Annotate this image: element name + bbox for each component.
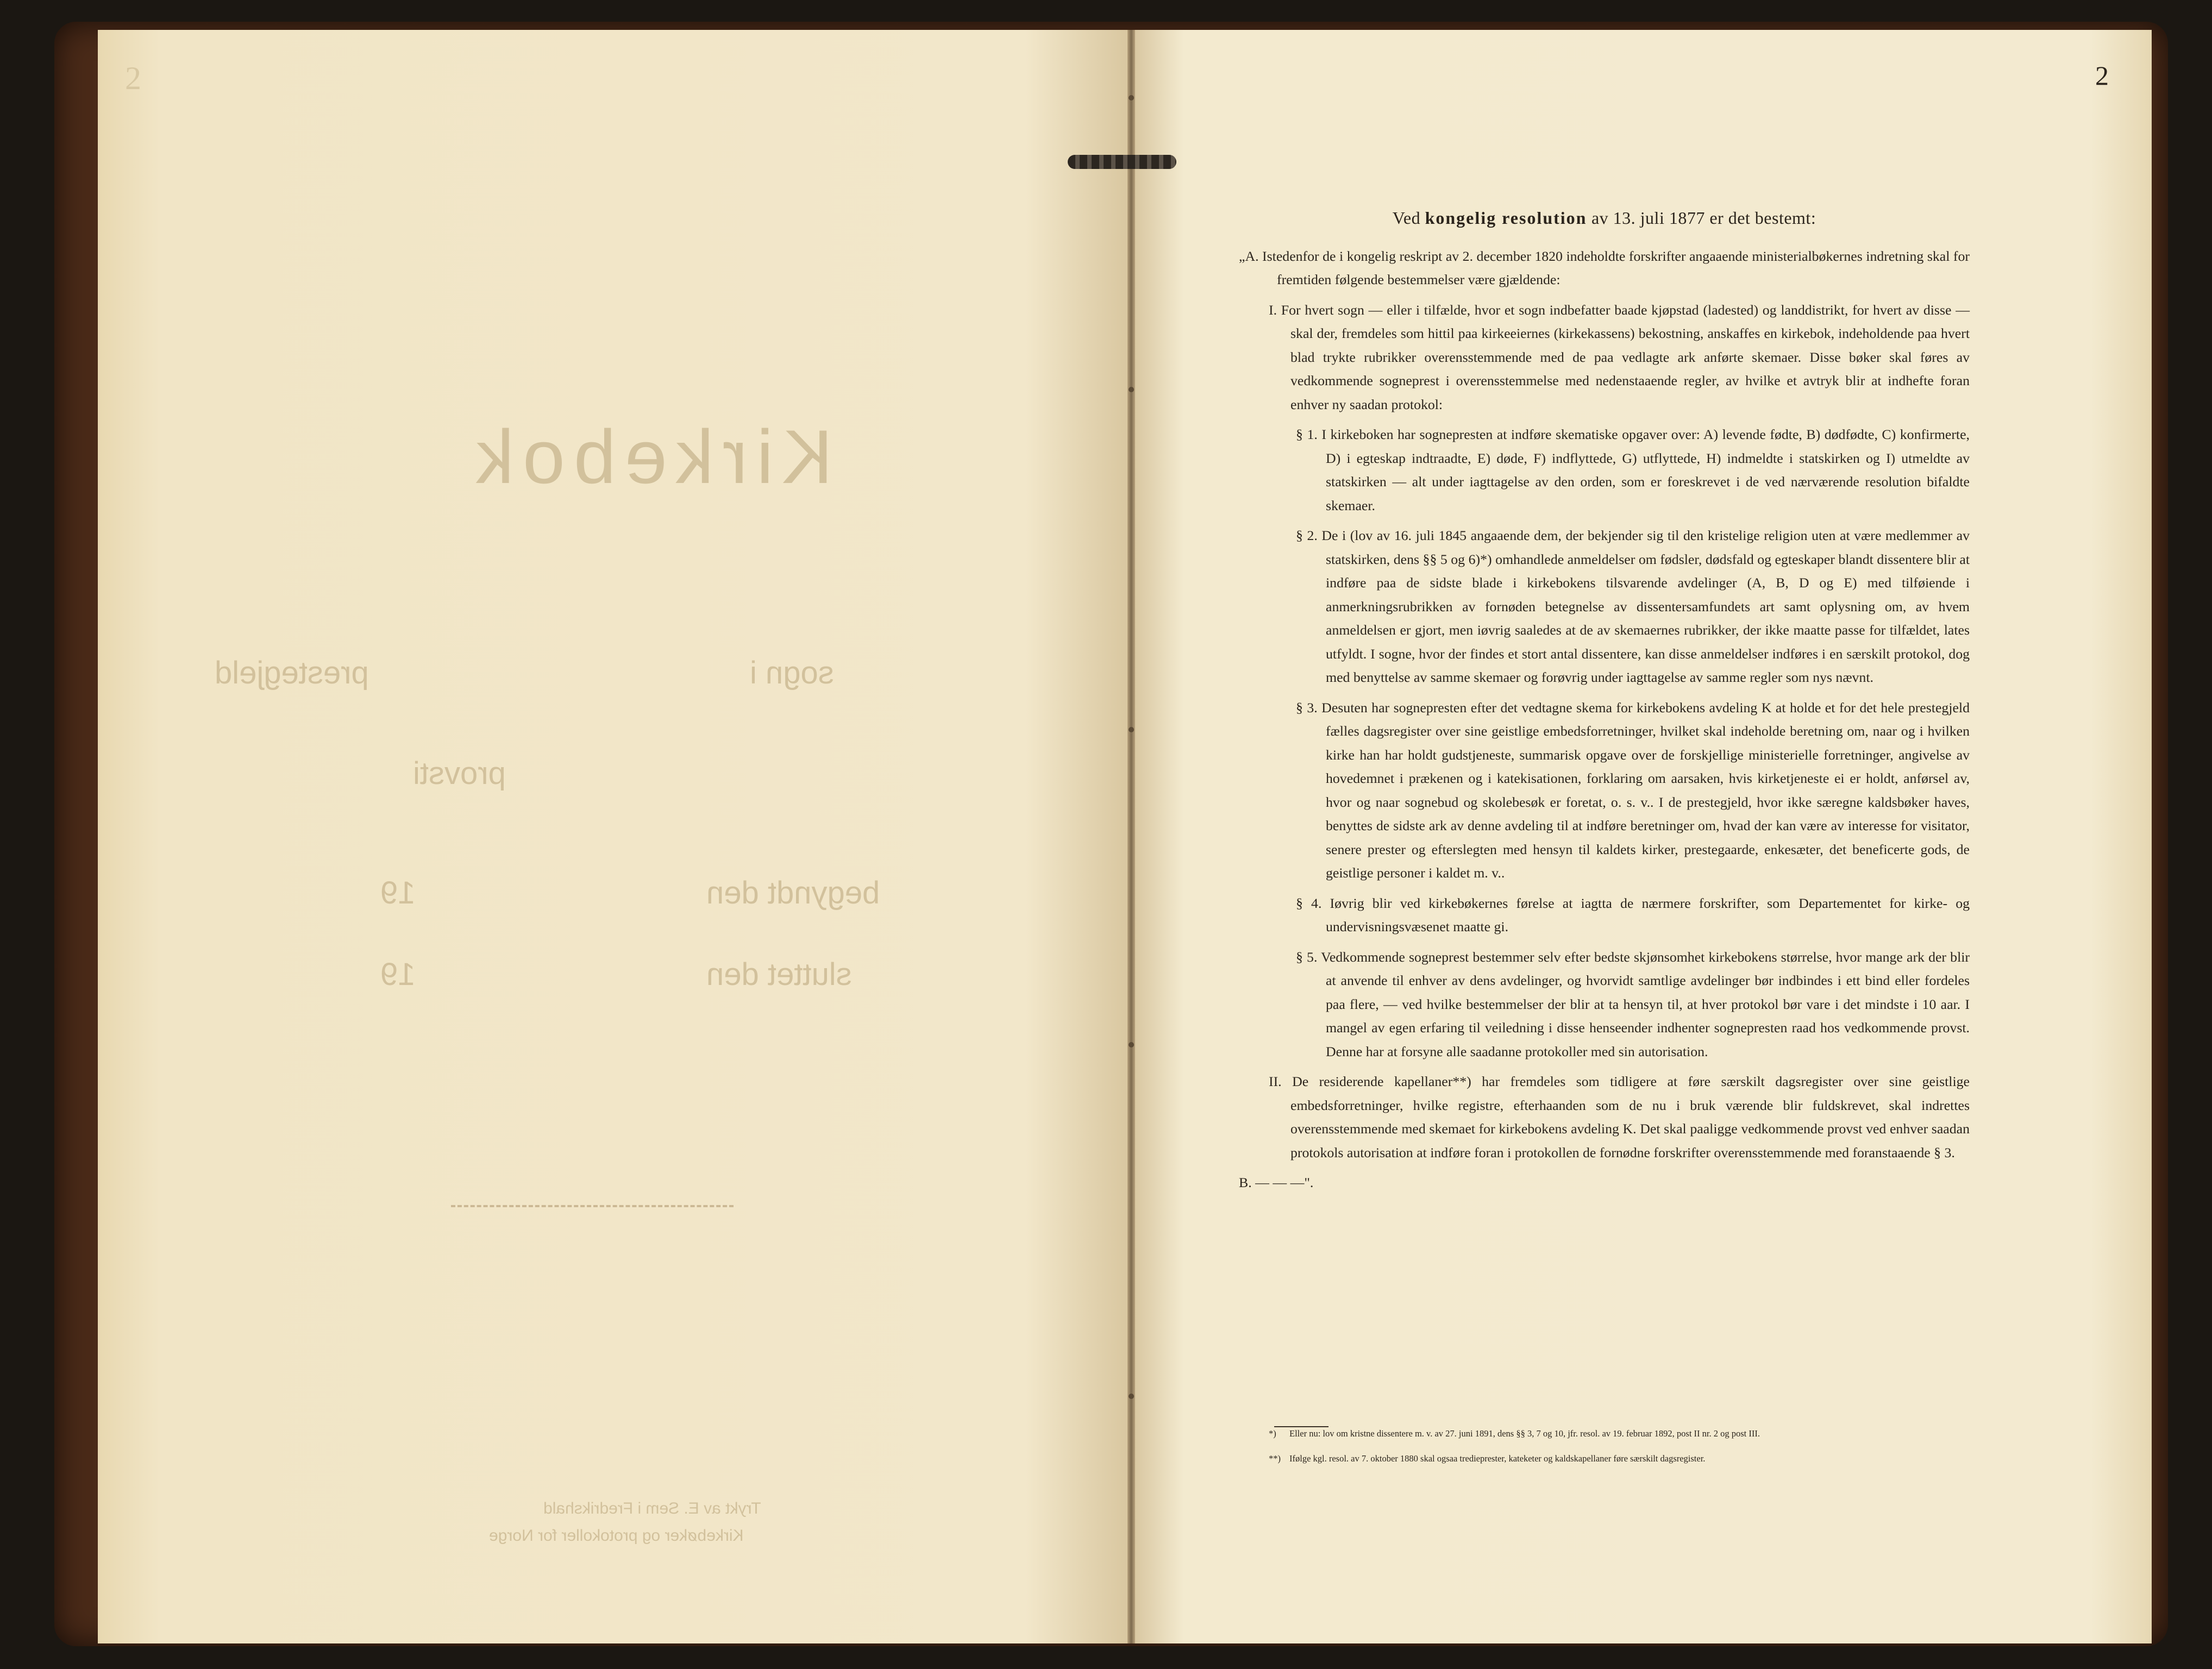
paragraph-I: I. For hvert sogn — eller i tilfælde, hvor et sogn indbefatter baade kjøpstad (ladested) og landdistrikt, for hvert av disse — skal der, fremdeles som hittil paa kirkeeiernes (kirkekassens) bekostning, anskaffes en kirkebok, indeholdende paa hvert blad trykte rubrikker overensstemmende med de paa vedlagte ark anførte skemaer. Disse bøker skal føres av vedkommende sogneprest i overensstemmelse med nedenstaaende regler, av hvilke et avtryk blir at indhefte foran enhver ny saadan protokol:	[1269, 302, 1970, 412]
heading-post: av 13. juli 1877 er det bestemt:	[1591, 208, 1816, 228]
footnote-2-mark: **)	[1269, 1453, 1281, 1464]
footnote-rule	[1274, 1426, 1329, 1427]
resolution-text	[1239, 206, 1970, 1201]
footnote-2	[1269, 1453, 1981, 1465]
heading-pre: Ved	[1392, 208, 1421, 228]
left-title: Kirkebok	[467, 414, 833, 499]
left-divider	[451, 1205, 734, 1207]
left-line-sluttet-year: 19	[380, 957, 416, 992]
footnote-1-mark: *)	[1269, 1428, 1276, 1439]
paragraph-s2: § 2. De i (lov av 16. juli 1845 angaaende dem, der bekjender sig til den kristelige religion uten at være medlemmer av statskirken, dens §§ 5 og 6)*) omhandlede anmeldelser om fødsler, dødsfald og egteskaper blandt dissentere blir at indføre paa de sidste blade i kirkebokens tilsvarende avdelinger (A, B, D og E) med tilføiende i anmerkningsrubrikken av fornøden betegnelse av dissentersamfundets art samt oplysning om, av hvem anmeldelsen er gjort, men iøvrig saaledes at de av skemaernes rubrikker, der ikke maatte passe for tilfældet, lates utfyldt. I sogne, hvor der findes et stort antal dissentere, kan disse anmeldelser indføres i en særskilt protokol, dog med benyttelse av samme skemaer og forøvrig under iagttagelse av samme regler som nys nævnt.	[1296, 528, 1970, 685]
book-gutter	[1127, 30, 1135, 1643]
show-through-page-number: 2	[125, 60, 141, 96]
left-line-provsti: provsti	[413, 756, 506, 791]
paragraph-B: B. — — —".	[1239, 1175, 1314, 1190]
paragraph-A: „A. Istedenfor de i kongelig reskript av 2. december 1820 indeholdte forskrifter angaaende ministerialbøkernes indretning skal for fremtiden følgende bestemmelser være gjældende:	[1239, 248, 1970, 287]
footnote-2-text: Ifølge kgl. resol. av 7. oktober 1880 skal ogsaa tredieprester, kateketer og kaldskapellaner føre særskilt dagsregister.	[1289, 1453, 1706, 1464]
binding-hole	[1129, 387, 1134, 392]
paragraph-s5: § 5. Vedkommende sogneprest bestemmer selv efter bedste skjønsomhet kirkebokens størrelse, hvor mange ark der blir at anvende til enhver av dens avdelinger, og hvorvidt samtlige avdelinger bør indbindes i ett bind eller fordeles paa flere, — ved hvilke bestemmelser der blir at ta hensyn til, at hver protokol bør vare i det mindste i 10 aar. I mangel av egen erfaring til veiledning i disse henseender indhenter sognepresten raad hos vedkommende provst. Denne har at forsyne alle saadanne protokoller med sin autorisation.	[1296, 949, 1970, 1059]
paragraph-s4: § 4. Iøvrig blir ved kirkebøkernes førelse at iagtta de nærmere forskrifter, som Departementet for kirke- og undervisningsvæsenet maatte gi.	[1296, 895, 1970, 934]
left-line-sogn: sogn i	[750, 655, 834, 691]
binding-hole	[1129, 1394, 1134, 1399]
heading-bold: kongelig resolution	[1425, 208, 1587, 228]
left-imprint-1: Trykt av E. Sem i Fredrikshald	[543, 1499, 761, 1517]
page-number: 2	[2095, 60, 2109, 91]
footnote-1	[1269, 1428, 1981, 1440]
left-line-prestegjeld: prestegjeld	[215, 655, 369, 691]
left-line-begyndt: begyndt den	[706, 875, 880, 911]
binding-stitch	[1068, 155, 1176, 169]
footnote-1-text: Eller nu: lov om kristne dissentere m. v. av 27. juni 1891, dens §§ 3, 7 og 10, jfr. resol. av 19. februar 1892, post II nr. 2 og post III.	[1289, 1428, 1760, 1439]
paragraph-s1: § 1. I kirkeboken har sognepresten at indføre skematiske opgaver over: A) levende fødte, B) dødfødte, C) konfirmerte, D) i egteskap indtraadte, E) døde, F) indflyttede, G) utflyttede, H) indmeldte i statskirken og I) utmeldte av statskirken — alt under iagttagelse av den orden, som er foreskrevet i de ved nærværende resolution bifaldte skemaer.	[1296, 426, 1970, 513]
left-imprint-2: Kirkebøker og protokoller for Norge	[489, 1527, 744, 1545]
left-line-sluttet: sluttet den	[706, 957, 852, 992]
binding-hole	[1129, 1042, 1134, 1047]
resolution-heading	[1239, 206, 1970, 230]
binding-hole	[1129, 95, 1134, 101]
paragraph-II: II. De residerende kapellaner**) har fremdeles som tidligere at føre særskilt dagsregister over sine geistlige embedsforretninger, hvilke registre, efterhaanden som de nu i bruk værende blir fuldskrevet, skal indrettes overensstemmende med skemaet for kirkebokens avdeling K. Det skal paaligge vedkommende provst ved enhver saadan protokols autorisation at indføre foran i protokollen de fornødne forskrifter overensstemmende med foranstaaende § 3.	[1269, 1074, 1970, 1160]
left-line-begyndt-year: 19	[380, 875, 416, 911]
binding-hole	[1129, 727, 1134, 732]
left-page	[98, 30, 1129, 1643]
paragraph-s3: § 3. Desuten har sognepresten efter det vedtagne skema for kirkebokens avdeling K at holde et for det hele prestegjeld fælles dagsregister over sine geistlige embedsforretninger, hvilket skal indeholde beretning om, naar og i hvilken kirke han har holdt gudstjeneste, summarisk opgave over de forskjellige ministerielle forretninger, angivelse av hovedemnet i prækenen og i katekisationen, forklaring om aarsaken, hvis kirketjeneste ei er holdt, anførsel av, hvor og naar sognebud og skolebesøk er foretat, o. s. v.. I de prestegjeld, hvor ikke særegne kaldsbøker haves, benyttes de sidste ark av denne avdeling til at indføre beretninger om, hvad der kan være av interesse for visitator, senere prester og efterslegten med hensyn til kaldets kirker, prestegaarde, enkesæter, det beneficerte gods, de geistlige personer i kaldet m. v..	[1296, 699, 1970, 881]
